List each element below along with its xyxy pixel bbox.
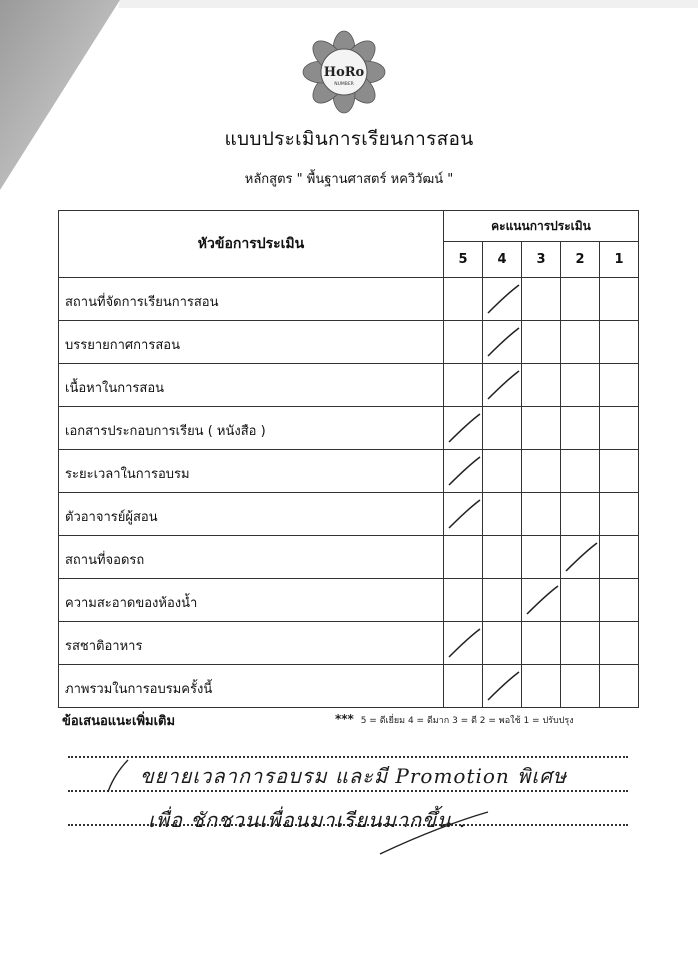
evaluation-item-label: ตัวอาจารย์ผู้สอน: [59, 493, 444, 536]
evaluation-item-label: บรรยายกาศการสอน: [59, 321, 444, 364]
score-cell-3[interactable]: [522, 536, 561, 579]
score-cell-1[interactable]: [600, 450, 639, 493]
score-cell-5[interactable]: [444, 450, 483, 493]
score-cell-4[interactable]: [483, 579, 522, 622]
score-5-header: 5: [444, 242, 483, 278]
score-cell-3[interactable]: [522, 407, 561, 450]
check-mark-icon: [485, 667, 521, 705]
score-1-header: 1: [600, 242, 639, 278]
handwriting-strokes: [0, 740, 698, 860]
legend-text: 5 = ดีเยี่ยม 4 = ดีมาก 3 = ดี 2 = พอใช้ 1 = ปรับปรุง: [360, 716, 574, 726]
topic-header: หัวข้อการประเมิน: [59, 211, 444, 278]
score-cell-5[interactable]: [444, 407, 483, 450]
score-cell-1[interactable]: [600, 622, 639, 665]
evaluation-item-label: เนื้อหาในการสอน: [59, 364, 444, 407]
score-cell-1[interactable]: [600, 407, 639, 450]
logo-subtext: NUMBER: [334, 82, 354, 87]
score-3-header: 3: [522, 242, 561, 278]
score-cell-3[interactable]: [522, 622, 561, 665]
check-mark-icon: [446, 409, 482, 447]
course-subtitle: หลักสูตร " พื้นฐานศาสตร์ หควิวัฒน์ ": [244, 172, 454, 187]
evaluation-row: [59, 665, 639, 708]
check-mark-icon: [485, 280, 521, 318]
evaluation-item-label: ความสะอาดของห้องน้ำ: [59, 579, 444, 622]
check-mark-icon: [446, 452, 482, 490]
score-cell-5[interactable]: [444, 364, 483, 407]
score-cell-1[interactable]: [600, 321, 639, 364]
score-cell-2[interactable]: [561, 622, 600, 665]
evaluation-table: [58, 210, 639, 708]
score-cell-2[interactable]: [561, 364, 600, 407]
score-cell-2[interactable]: [561, 579, 600, 622]
score-cell-4[interactable]: [483, 536, 522, 579]
logo-text: HoRo: [323, 65, 365, 80]
suggestion-label: ข้อเสนอแนะเพิ่มเติม: [62, 714, 176, 729]
evaluation-item-label: สถานที่จัดการเรียนการสอน: [59, 278, 444, 321]
check-mark-icon: [446, 495, 482, 533]
score-cell-1[interactable]: [600, 493, 639, 536]
score-cell-2[interactable]: [561, 536, 600, 579]
evaluation-row: [59, 450, 639, 493]
score-header: คะแนนการประเมิน: [444, 211, 639, 242]
evaluation-row: [59, 536, 639, 579]
evaluation-item-label: ภาพรวมในการอบรมครั้งนี้: [59, 665, 444, 708]
score-cell-2[interactable]: [561, 493, 600, 536]
check-mark-icon: [446, 624, 482, 662]
score-cell-4[interactable]: [483, 321, 522, 364]
handwritten-suggestion-line-2: เพื่อ ชักชวนเพื่อนมาเรียนมากขึ้น .: [148, 808, 467, 832]
evaluation-item-label: รสชาติอาหาร: [59, 622, 444, 665]
score-cell-5[interactable]: [444, 536, 483, 579]
score-cell-1[interactable]: [600, 579, 639, 622]
check-mark-icon: [563, 538, 599, 576]
score-legend: [335, 712, 574, 727]
check-mark-icon: [524, 581, 560, 619]
score-cell-5[interactable]: [444, 665, 483, 708]
evaluation-row: [59, 278, 639, 321]
score-cell-4[interactable]: [483, 450, 522, 493]
score-cell-3[interactable]: [522, 321, 561, 364]
evaluation-row: [59, 579, 639, 622]
score-cell-4[interactable]: [483, 493, 522, 536]
check-mark-icon: [485, 323, 521, 361]
score-2-header: 2: [561, 242, 600, 278]
evaluation-row: [59, 493, 639, 536]
evaluation-row: [59, 407, 639, 450]
score-cell-5[interactable]: [444, 321, 483, 364]
score-cell-2[interactable]: [561, 321, 600, 364]
check-mark-icon: [485, 366, 521, 404]
score-cell-1[interactable]: [600, 536, 639, 579]
score-cell-3[interactable]: [522, 450, 561, 493]
score-cell-4[interactable]: [483, 407, 522, 450]
score-cell-5[interactable]: [444, 278, 483, 321]
score-4-header: 4: [483, 242, 522, 278]
score-cell-2[interactable]: [561, 450, 600, 493]
evaluation-row: [59, 364, 639, 407]
form-title: แบบประเมินการเรียนการสอน: [224, 128, 474, 150]
score-cell-1[interactable]: [600, 364, 639, 407]
score-cell-1[interactable]: [600, 665, 639, 708]
evaluation-item-label: ระยะเวลาในการอบรม: [59, 450, 444, 493]
score-cell-1[interactable]: [600, 278, 639, 321]
score-cell-5[interactable]: [444, 493, 483, 536]
score-cell-4[interactable]: [483, 364, 522, 407]
score-cell-3[interactable]: [522, 579, 561, 622]
score-cell-5[interactable]: [444, 579, 483, 622]
legend-stars: ***: [335, 712, 354, 726]
evaluation-item-label: สถานที่จอดรถ: [59, 536, 444, 579]
horo-logo: [302, 30, 386, 114]
score-cell-3[interactable]: [522, 665, 561, 708]
score-cell-4[interactable]: [483, 278, 522, 321]
score-cell-2[interactable]: [561, 278, 600, 321]
score-cell-5[interactable]: [444, 622, 483, 665]
evaluation-item-label: เอกสารประกอบการเรียน ( หนังสือ ): [59, 407, 444, 450]
score-cell-2[interactable]: [561, 407, 600, 450]
evaluation-row: [59, 622, 639, 665]
score-cell-3[interactable]: [522, 493, 561, 536]
score-cell-4[interactable]: [483, 665, 522, 708]
score-cell-2[interactable]: [561, 665, 600, 708]
evaluation-row: [59, 321, 639, 364]
score-cell-3[interactable]: [522, 364, 561, 407]
score-cell-4[interactable]: [483, 622, 522, 665]
score-cell-3[interactable]: [522, 278, 561, 321]
handwritten-suggestion-line-1: ขยายเวลาการอบรม และมี Promotion พิเศษ: [140, 764, 568, 788]
